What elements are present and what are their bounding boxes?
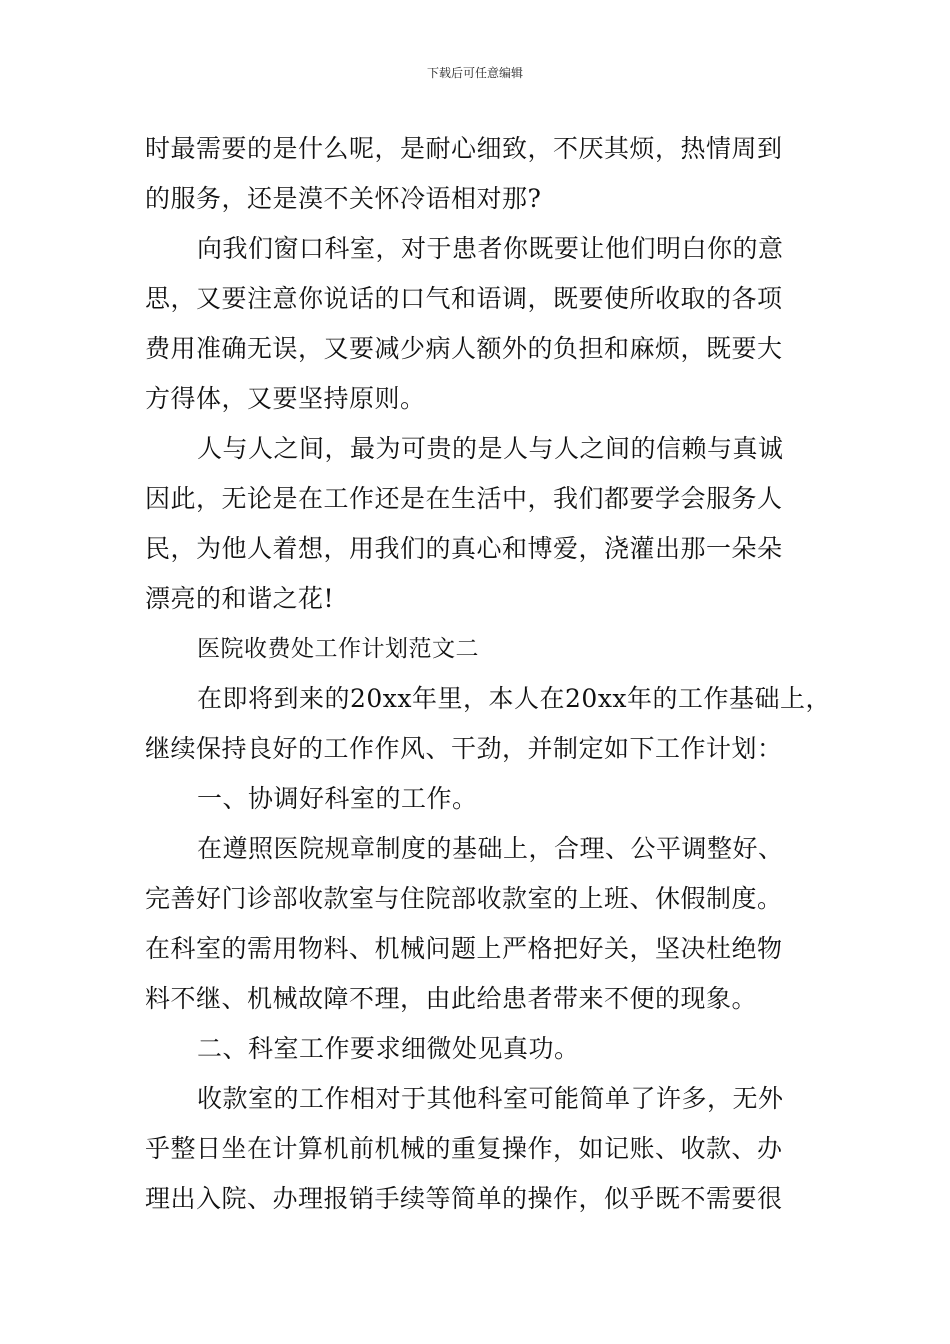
document-body xyxy=(145,124,835,1224)
paragraph-start-line: 收款室的工作相对于其他科室可能简单了许多，无外 xyxy=(197,1084,784,1113)
section-heading: 医院收费处工作计划范文二 xyxy=(197,636,479,662)
text-line: 的服务，还是漠不关怀冷语相对那? xyxy=(145,184,542,213)
text-line: 因此，无论是在工作还是在生活中，我们都要学会服务人 xyxy=(145,484,783,513)
text-line: 民，为他人着想，用我们的真心和博爱，浇灌出那一朵朵 xyxy=(145,534,783,563)
paragraph-start-line: 在遵照医院规章制度的基础上，合理、公平调整好、 xyxy=(197,834,784,863)
text-line: 理出入院、办理报销手续等简单的操作，似乎既不需要很 xyxy=(145,1184,783,1213)
text-line: 乎整日坐在计算机前机械的重复操作，如记账、收款、办 xyxy=(145,1134,783,1163)
page-header: 下载后可任意编辑 xyxy=(426,66,523,80)
subheading-line: 一、协调好科室的工作。 xyxy=(197,784,478,813)
text-line: 在科室的需用物料、机械问题上严格把好关，坚决杜绝物 xyxy=(145,934,783,963)
text-line: 思，又要注意你说话的口气和语调，既要使所收取的各项 xyxy=(145,284,783,313)
paragraph-start-line: 在即将到来的20xx年里，本人在20xx年的工作基础上， xyxy=(197,684,832,713)
subheading-line: 二、科室工作要求细微处见真功。 xyxy=(197,1034,580,1063)
paragraph-start-line: 向我们窗口科室，对于患者你既要让他们明白你的意 xyxy=(197,234,784,263)
text-line: 漂亮的和谐之花! xyxy=(145,584,335,613)
text-line: 料不继、机械故障不理，由此给患者带来不便的现象。 xyxy=(145,984,758,1013)
text-line: 完善好门诊部收款室与住院部收款室的上班、休假制度。 xyxy=(145,884,783,913)
text-line: 继续保持良好的工作作风、干劲，并制定如下工作计划： xyxy=(145,734,783,763)
paragraph-start-line: 人与人之间，最为可贵的是人与人之间的信赖与真诚 xyxy=(197,434,784,463)
text-line: 方得体，又要坚持原则。 xyxy=(145,384,426,413)
text-line: 费用准确无误，又要减少病人额外的负担和麻烦，既要大 xyxy=(145,334,783,363)
text-line: 时最需要的是什么呢，是耐心细致，不厌其烦，热情周到 xyxy=(145,134,783,163)
